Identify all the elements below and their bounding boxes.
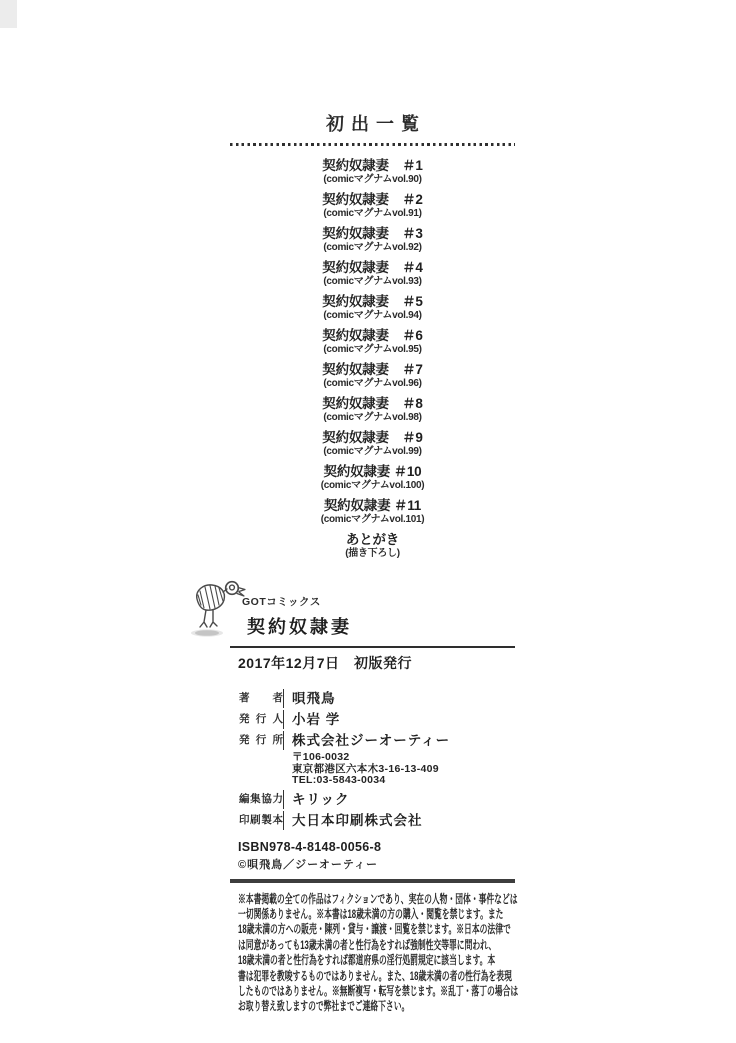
entry-title: 契約奴隷妻 ＃10 — [323, 464, 422, 479]
entry-source: (comicマグナムvol.99) — [323, 446, 422, 457]
list-item — [230, 226, 515, 254]
publisher-logo-block — [230, 574, 515, 673]
table-row-printing — [230, 811, 515, 830]
scan-artifact — [0, 0, 17, 28]
list-item — [230, 328, 515, 356]
disclaimer-line: したものではありません。※無断複写・転写を禁じます。※乱丁・落丁の場合は — [238, 983, 519, 998]
row-value: 株式会社ジーオーティー — [283, 731, 450, 750]
legal-disclaimer — [238, 891, 519, 1015]
entry-title: 契約奴隷妻 ＃11 — [323, 498, 422, 513]
entry-source: (comicマグナムvol.93) — [323, 276, 422, 287]
list-item — [230, 464, 515, 492]
list-item — [230, 192, 515, 220]
disclaimer-line: ※本書掲載の全ての作品はフィクションであり、実在の人物・団体・事件などは — [238, 891, 518, 906]
entry-source: (comicマグナムvol.91) — [323, 208, 422, 219]
dotted-divider — [230, 143, 515, 146]
entry-title: 契約奴隷妻 ＃5 — [322, 294, 423, 309]
first-publication-list — [230, 158, 515, 560]
phone-line: TEL:03-5843-0034 — [292, 774, 386, 786]
table-row-publisher-person — [230, 710, 515, 729]
entry-title: 契約奴隷妻 ＃1 — [322, 158, 423, 173]
row-label: 著者 — [239, 692, 283, 704]
bird-doodle-icon — [190, 577, 246, 637]
row-value: 小岩 学 — [283, 710, 340, 729]
entry-title: あとがき — [345, 532, 400, 547]
list-item — [230, 158, 515, 186]
row-value: 唄飛鳥 — [283, 689, 336, 708]
entry-source: (comicマグナムvol.95) — [323, 344, 422, 355]
thick-divider — [230, 879, 515, 883]
list-item — [230, 430, 515, 458]
disclaimer-line: 書は犯罪を教唆するものではありません。また、18歳未満の者の性行為を表現 — [238, 968, 512, 983]
disclaimer-line: 18歳未満の方への販売・陳列・貸与・譲渡・回覧を禁じます。※日本の法律で — [238, 922, 511, 937]
table-row-author — [230, 689, 515, 708]
entry-source: (comicマグナムvol.96) — [323, 378, 422, 389]
edition-date: 2017年12月7日 初版発行 — [238, 655, 413, 671]
copyright-line: ©唄飛鳥／ジーオーティー — [238, 858, 379, 871]
list-item-afterword — [230, 532, 515, 560]
entry-source: (comicマグナムvol.94) — [323, 310, 422, 321]
publication-info-table — [230, 689, 515, 830]
row-label: 発行人 — [239, 713, 283, 725]
publisher-address — [292, 752, 515, 787]
list-item — [230, 396, 515, 424]
entry-source: (comicマグナムvol.90) — [323, 174, 422, 185]
content-column — [230, 0, 519, 1015]
entry-source: (comicマグナムvol.100) — [320, 480, 425, 491]
list-item — [230, 260, 515, 288]
table-row-editing — [230, 790, 515, 809]
row-label: 印刷製本 — [239, 813, 283, 826]
entry-source: (描き下ろし) — [345, 548, 400, 559]
entry-title: 契約奴隷妻 ＃9 — [322, 430, 423, 445]
entry-source: (comicマグナムvol.101) — [320, 514, 425, 525]
title-divider — [230, 646, 515, 648]
book-title: 契約奴隷妻 — [247, 617, 352, 637]
imprint-label: GOTコミックス — [242, 596, 321, 608]
entry-title: 契約奴隷妻 ＃8 — [322, 396, 423, 411]
address-line: 東京都港区六本木3-16-13-409 — [292, 762, 439, 775]
list-item — [230, 362, 515, 390]
disclaimer-line: 18歳未満の者と性行為をすれば都道府県の淫行処罰規定に該当します。本 — [238, 953, 496, 968]
list-item — [230, 498, 515, 526]
postal-code: 〒106-0032 — [292, 751, 350, 763]
row-label: 編集協力 — [239, 792, 283, 805]
section-title: 初出一覧 — [326, 114, 426, 134]
entry-title: 契約奴隷妻 ＃2 — [322, 192, 423, 207]
entry-title: 契約奴隷妻 ＃3 — [322, 226, 423, 241]
list-item — [230, 294, 515, 322]
disclaimer-line: お取り替え致しますので弊社までご連絡下さい。 — [238, 999, 410, 1014]
disclaimer-line: 一切関係ありません。※本書は18歳未満の方の購入・閲覧を禁じます。また — [238, 906, 504, 921]
entry-title: 契約奴隷妻 ＃4 — [322, 260, 423, 275]
entry-title: 契約奴隷妻 ＃7 — [322, 362, 423, 377]
row-value: 大日本印刷株式会社 — [283, 811, 423, 830]
disclaimer-line: は同意があっても13歳未満の者と性行為をすれば強制性交等罪に問われ、 — [238, 937, 497, 952]
entry-title: 契約奴隷妻 ＃6 — [322, 328, 423, 343]
entry-source: (comicマグナムvol.92) — [323, 242, 422, 253]
row-value: キリック — [283, 790, 349, 809]
entry-source: (comicマグナムvol.98) — [323, 412, 422, 423]
table-row-publisher-company — [230, 731, 515, 750]
row-label: 発行所 — [239, 734, 283, 746]
isbn-number: ISBN978-4-8148-0056-8 — [238, 839, 382, 854]
